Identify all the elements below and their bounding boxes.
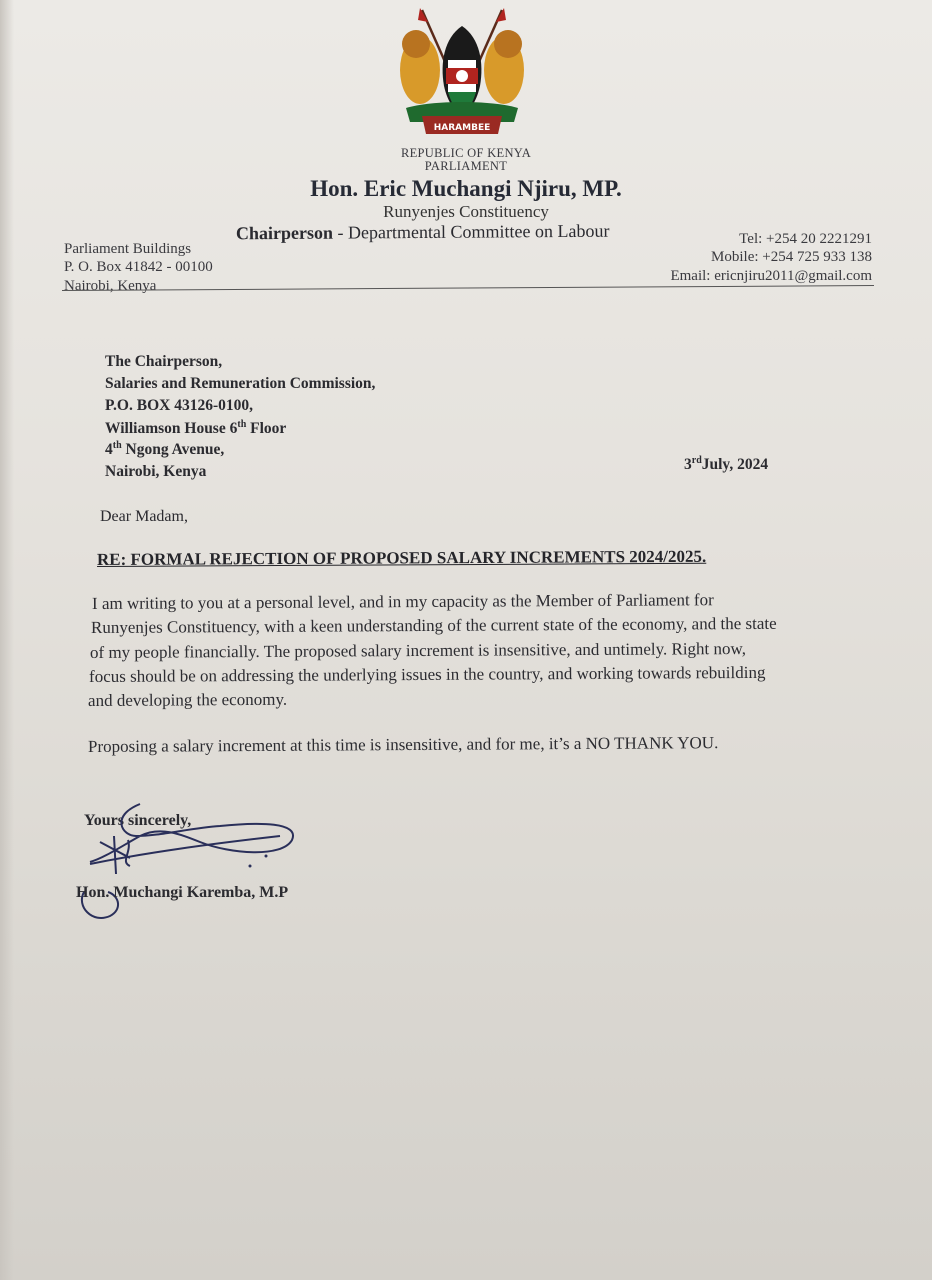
address-line-2: P. O. Box 41842 - 00100 (64, 259, 213, 275)
recipient-line-4 (105, 419, 286, 438)
recipient-line-5 (105, 440, 224, 459)
contact-email: Email: ericnjiru2011@gmail.com (670, 268, 872, 284)
contact-mobile: Mobile: +254 725 933 138 (711, 249, 872, 265)
letterhead-name: Hon. Eric Muchangi Njiru, MP. (310, 176, 622, 201)
date-suffix: rd (691, 455, 702, 466)
recipient-street: Ngong Avenue, (121, 441, 225, 459)
body-line-1: I am writing to you at a personal level, and in my capacity as the Member of Parliament for (91, 590, 714, 613)
letter-date (684, 455, 768, 474)
republic-label: REPUBLIC OF KENYA (400, 146, 532, 160)
role-committee: - Departmental Committee on Labour (332, 220, 610, 243)
salutation: Dear Madam, (100, 508, 188, 525)
crest-motto: HARAMBEE (433, 123, 491, 133)
body-line-3: of my people financially. The proposed salary increment is insensitive, and untimely. Right now, (89, 638, 746, 662)
letterhead-divider (62, 285, 874, 291)
closing-yours: Yours sincerely, (84, 812, 192, 829)
date-day: 3 (684, 456, 692, 474)
recipient-building: Williamson House 6 (105, 420, 238, 438)
role-title: Chairperson (235, 222, 334, 244)
recipient-floor-sup: th (237, 419, 247, 430)
handwritten-signature (70, 796, 310, 926)
role-line (236, 221, 610, 245)
recipient-line-1: The Chairperson, (105, 353, 223, 370)
subject-line: RE: FORMAL REJECTION OF PROPOSED SALARY INCREMENTS 2024/2025. (96, 546, 707, 569)
recipient-floor: Floor (246, 420, 287, 438)
signatory-name: Hon. Muchangi Karemba, M.P (76, 884, 289, 901)
body-line-2: Runyenjes Constituency, with a keen understanding of the current state of the economy, and the state (90, 613, 777, 637)
recipient-street-num: 4 (105, 441, 113, 459)
recipient-line-3: P.O. BOX 43126-0100, (105, 397, 253, 414)
contact-tel: Tel: +254 20 2221291 (739, 231, 872, 247)
recipient-street-sup: th (112, 440, 122, 451)
body-line-5: and developing the economy. (87, 689, 288, 710)
recipient-line-6: Nairobi, Kenya (105, 463, 207, 480)
address-line-3: Nairobi, Kenya (64, 278, 157, 294)
body-paragraph-2: Proposing a salary increment at this time is insensitive, and for me, it’s a NO THANK YOU. (87, 733, 719, 756)
date-month-year: July, 2024 (701, 456, 769, 474)
parliament-label: PARLIAMENT (424, 159, 508, 173)
body-line-4: focus should be on addressing the underlying issues in the country, and working towards rebuilding (88, 662, 766, 686)
recipient-line-2: Salaries and Remuneration Commission, (105, 375, 376, 392)
address-line-1: Parliament Buildings (64, 241, 192, 257)
kenya-coat-of-arms-icon (392, 8, 532, 138)
constituency-label: Runyenjes Constituency (383, 202, 549, 221)
